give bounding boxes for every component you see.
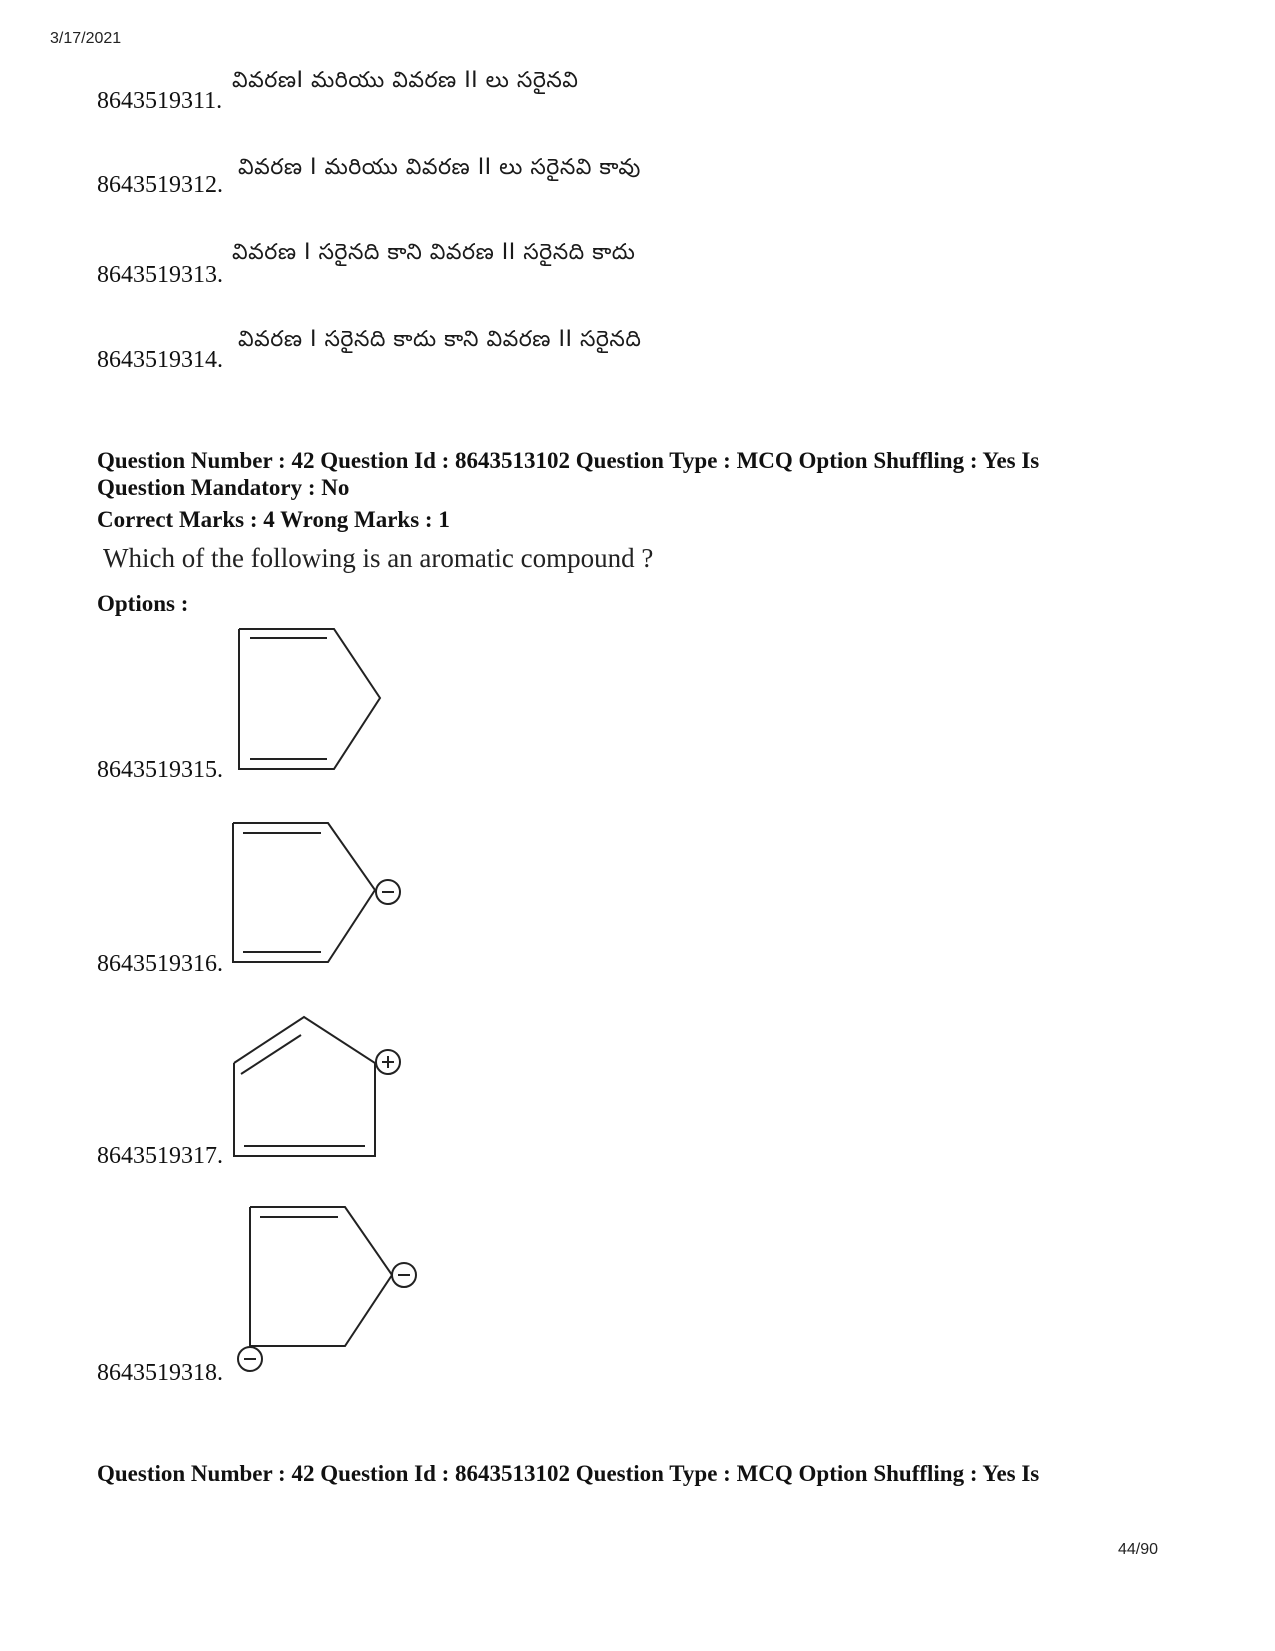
- option-id: 8643519311.: [97, 88, 223, 114]
- option-id: 8643519313.: [97, 262, 223, 288]
- print-date: 3/17/2021: [50, 30, 122, 47]
- cyclopentadienyl-dianion-icon: [235, 1198, 425, 1378]
- question-mandatory: Question Mandatory : No: [97, 475, 350, 500]
- option-id: 8643519315.: [97, 757, 223, 783]
- page-number: 44/90: [1118, 1541, 1159, 1558]
- cyclopentadienyl-anion-icon: [225, 815, 410, 975]
- question-meta: Question Number : 42 Question Id : 8643513102 Question Type : MCQ Option Shuffling : Yes Is: [97, 1461, 1040, 1486]
- option-id: 8643519316.: [97, 951, 223, 977]
- question-marks: Correct Marks : 4 Wrong Marks : 1: [97, 507, 450, 532]
- option-text: వివరణI మరియు వివరణ II లు సరైనవి: [232, 68, 579, 93]
- option-id: 8643519314.: [97, 347, 223, 373]
- option-text: వివరణ I సరైనది కాని వివరణ II సరైనది కాదు: [232, 240, 636, 265]
- option-id: 8643519318.: [97, 1360, 223, 1386]
- option-id: 8643519317.: [97, 1143, 223, 1169]
- cyclopentadiene-icon: [230, 620, 390, 780]
- option-text: వివరణ I సరైనది కాదు కాని వివరణ II సరైనది: [238, 327, 642, 352]
- question-meta: Question Number : 42 Question Id : 8643513102 Question Type : MCQ Option Shuffling : Yes Is: [97, 448, 1040, 473]
- option-text: వివరణ I మరియు వివరణ II లు సరైనవి కావు: [238, 155, 641, 180]
- question-text: Which of the following is an aromatic compound ?: [103, 543, 654, 573]
- cyclopentadienyl-cation-icon: [225, 1008, 410, 1168]
- options-label: Options :: [97, 591, 189, 616]
- option-id: 8643519312.: [97, 172, 223, 198]
